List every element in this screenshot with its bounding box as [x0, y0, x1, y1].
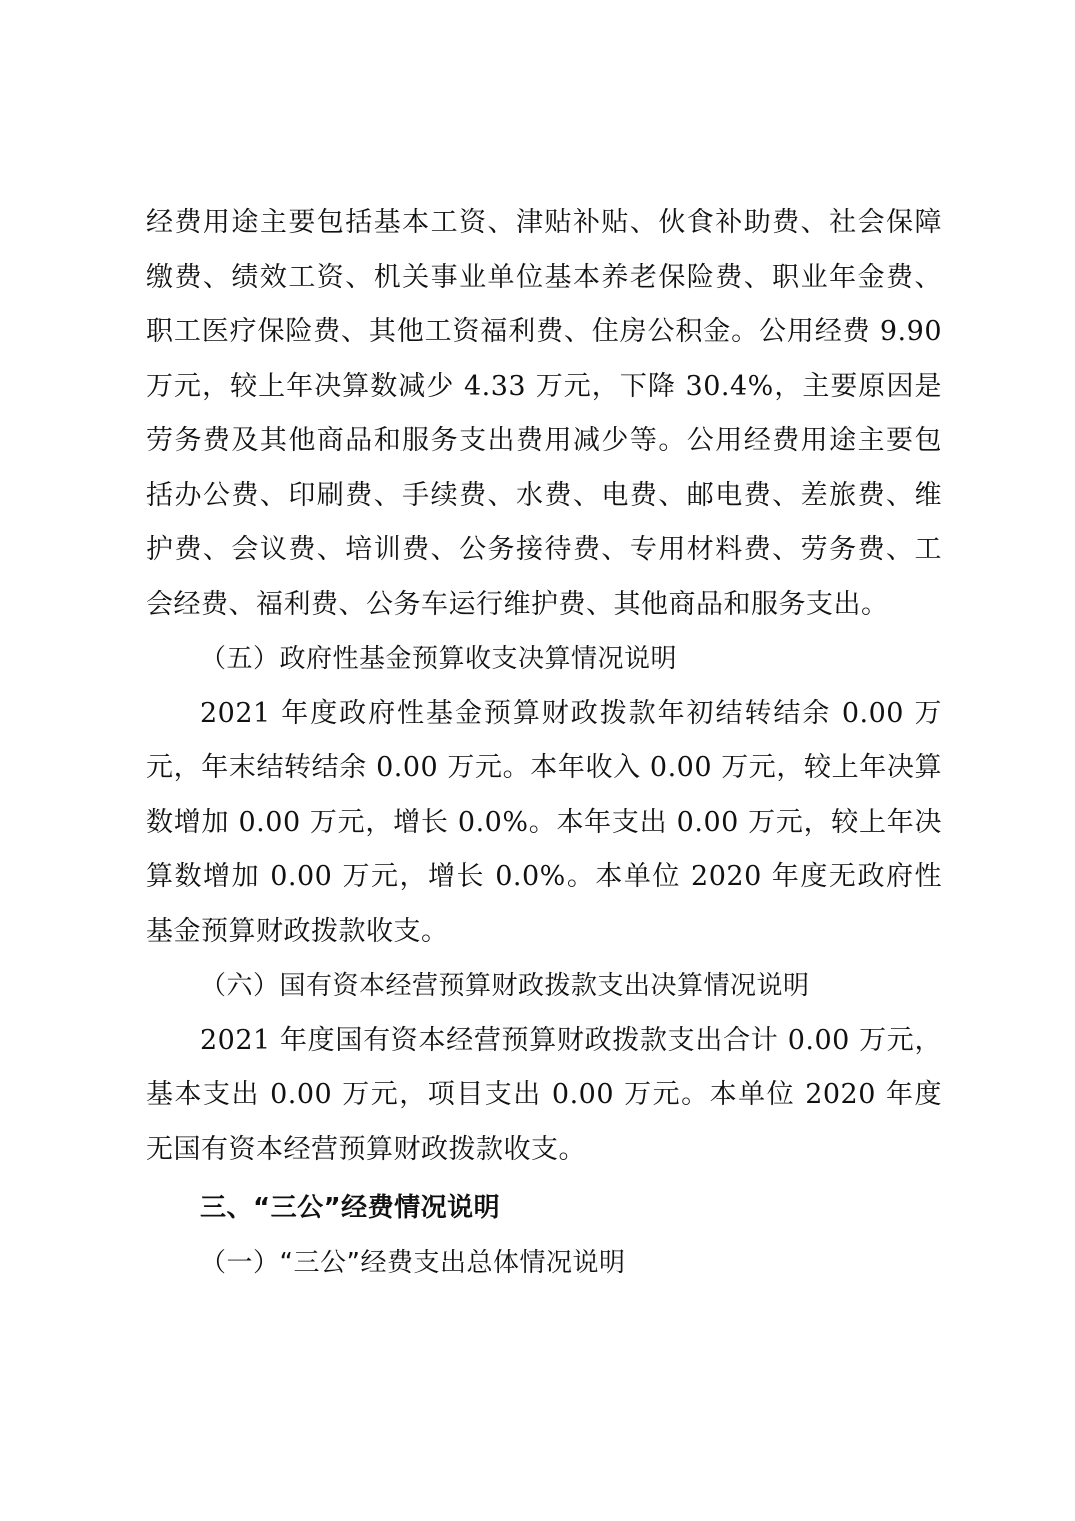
- paragraph-state-capital-budget: 2021 年度国有资本经营预算财政拨款支出合计 0.00 万元，基本支出 0.00 万元，项目支出 0.00 万元。本单位 2020 年度无国有资本经营预算财政拨款收支。: [146, 1024, 942, 1165]
- heading-state-capital-budget: （六）国有资本经营预算财政拨款支出决算情况说明: [200, 971, 810, 1001]
- heading-government-fund-budget: （五）政府性基金预算收支决算情况说明: [200, 644, 678, 674]
- heading-three-public-expenses: 三、“三公”经费情况说明: [200, 1193, 501, 1223]
- heading-three-public-overall: （一）“三公”经费支出总体情况说明: [200, 1247, 626, 1278]
- paragraph-personnel-public-expenses: 经费用途主要包括基本工资、津贴补贴、伙食补助费、社会保障缴费、绩效工资、机关事业单位基本养老保险费、职业年金费、职工医疗保险费、其他工资福利费、住房公积金。公用经费 9.90 万元，较上年决算数减少 4.33 万元，下降 30.4%，主要原因是劳务费及其他商品和服务支出费用减少等。公用经费用途主要包括办公费、印刷费、手续费、水费、电费、邮电费、差旅费、维护费、会议费、培训费、公务接待费、专用材料费、劳务费、工会经费、福利费、公务车运行维护费、其他商品和服务支出。: [146, 207, 942, 620]
- document-page: [146, 196, 942, 1290]
- paragraph-government-fund-budget: 2021 年度政府性基金预算财政拨款年初结转结余 0.00 万元，年末结转结余 0.00 万元。本年收入 0.00 万元，较上年决算数增加 0.00 万元，增长 0.0%。本年支出 0.00 万元，较上年决算数增加 0.00 万元，增长 0.0%。本单位 2020 年度无政府性基金预算财政拨款收支。: [146, 697, 942, 947]
